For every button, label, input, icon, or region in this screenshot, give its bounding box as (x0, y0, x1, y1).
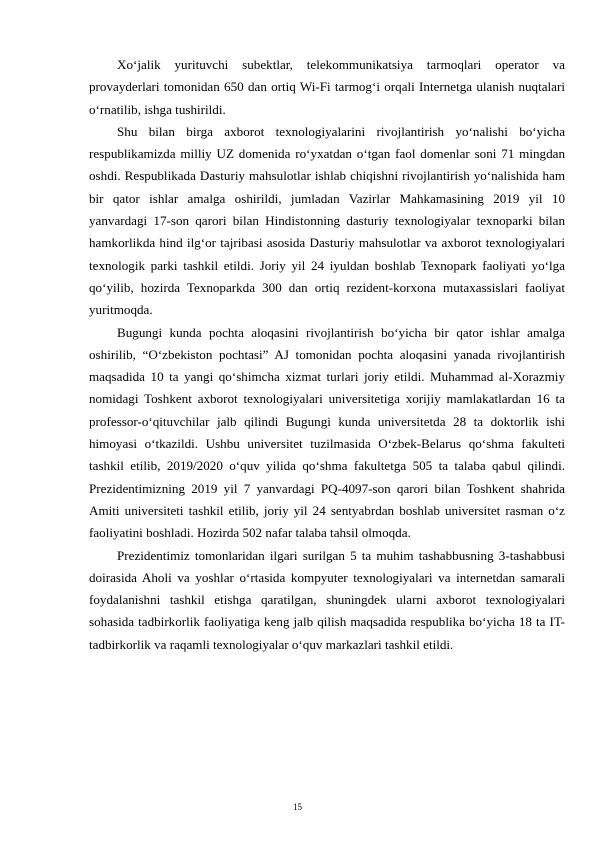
paragraph-4: Prezidentimiz tomonlaridan ilgari surilgan 5 ta muhim tashabbusning 3-tashabbusi doirasida Aholi va yoshlar o‘rtasida kompyuter texnologiyalari va internetdan samarali foydalanishni tashkil etishga qaratilgan, shuningdek ularni axborot texnologiyalari sohasida tadbirkorlik faoliyatiga keng jalb qilish maqsadida respublika bo‘yicha 18 ta IT-tadbirkorlik va raqamli texnologiyalar o‘quv markazlari tashkil etildi. (89, 547, 565, 652)
paragraph-1: Xo‘jalik yurituvchi subektlar, telekommunikatsiya tarmoqlari operator va provayderlari tomonidan 650 dan ortiq Wi-Fi tarmog‘i orqali Internetga ulanish nuqtalari o‘rnatilib, ishga tushirildi. (89, 57, 565, 117)
paragraph-2: Shu bilan birga axborot texnologiyalarini rivojlantirish yo‘nalishi bo‘yicha respublikamizda milliy UZ domenida ro‘yxatdan o‘tgan faol domenlar soni 71 mingdan oshdi. Respublikada Dasturiy mahsulotlar ishlab chiqishni rivojlantirish yo‘nalishida ham bir qator ishlar amalga oshirildi, jumladan Vazirlar Mahkamasining 2019 yil 10 yanvardagi 17-son qarori bilan Hindistonning dasturiy texnologiyalar texnoparki bilan hamkorlikda hind ilg‘or tajribasi asosida Dasturiy mahsulotlar va axborot texnologiyalari texnologik parki tashkil etildi. Joriy yil 24 iyuldan boshlab Texnopark faoliyati yo‘lga qo‘yilib, hozirda Texnoparkda 300 dan ortiq rezident-korxona mutaxassislari faoliyat yuritmoqda. (89, 123, 565, 318)
page-number: 15 (293, 802, 302, 812)
paragraph-3: Bugungi kunda pochta aloqasini rivojlantirish bo‘yicha bir qator ishlar amalga oshirilib, “O‘zbekiston pochtasi” AJ tomonidan pochta aloqasini yanada rivojlantirish maqsadida 10 ta yangi qo‘shimcha xizmat turlari joriy etildi. Muhammad al-Xorazmiy nomidagi Toshkent axborot texnologiyalari universitetiga xorijiy mamlakatlardan 16 ta professor-o‘qituvchilar jalb qilindi Bugungi kunda universitetda 28 ta doktorlik ishi himoyasi o‘tkazildi. Ushbu universitet tuzilmasida O‘zbek-Belarus qo‘shma fakulteti tashkil etilib, 2019/2020 o‘quv yilida qo‘shma fakultetga 505 ta talaba qabul qilindi. Prezidentimizning 2019 yil 7 yanvardagi PQ-4097-son qarori bilan Toshkent shahrida Amiti universiteti tashkil etilib, joriy yil 24 sentyabrdan boshlab universitet rasman o‘z faoliyatini boshladi. Hozirda 502 nafar talaba tahsil olmoqda. (89, 324, 565, 541)
document-body (89, 54, 565, 656)
